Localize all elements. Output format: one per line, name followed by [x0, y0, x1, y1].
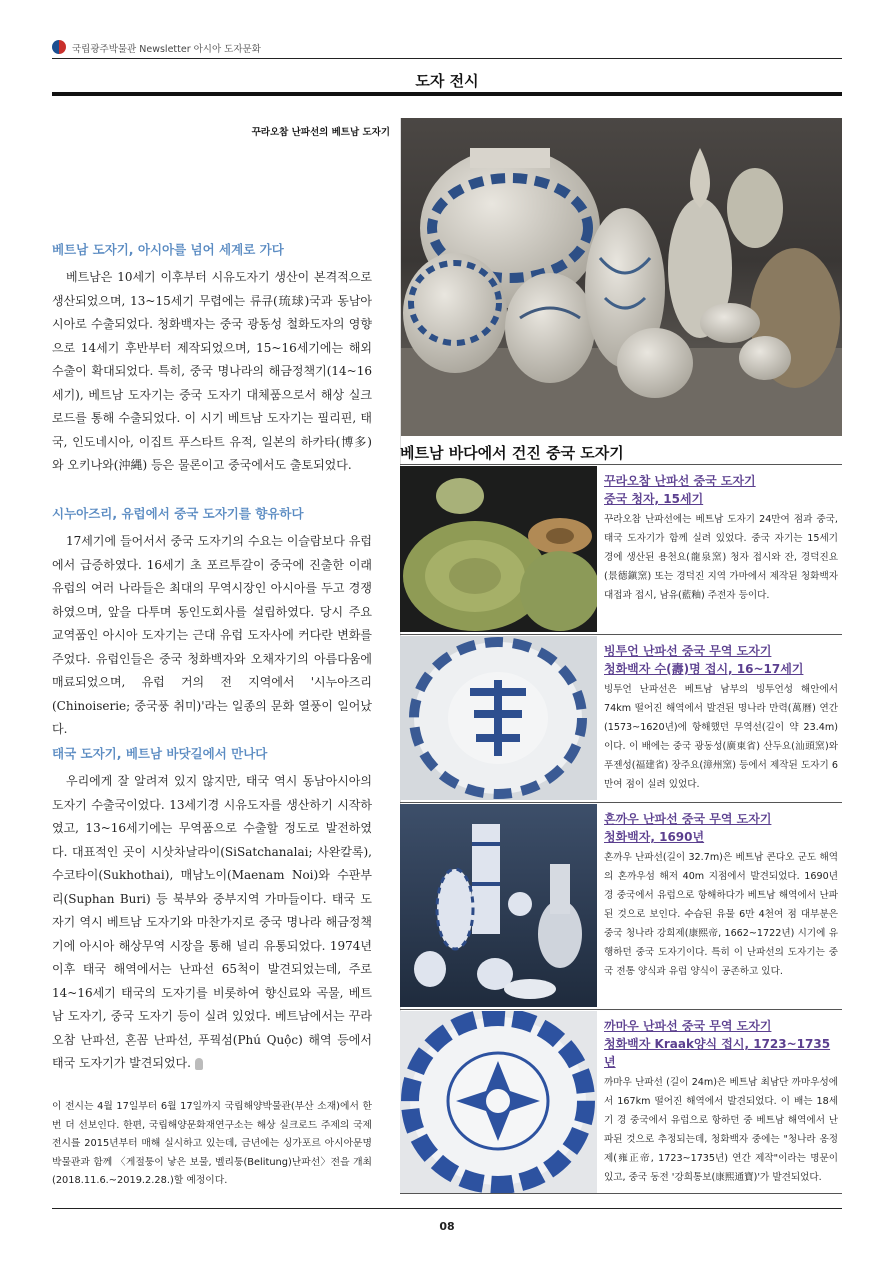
- panel-text: [604, 810, 838, 981]
- running-title: 국립광주박물관 Newsletter 아시아 도자문화: [72, 44, 261, 55]
- kraak-dish-photo: [400, 1011, 597, 1193]
- end-mark-icon: [195, 1058, 203, 1070]
- article-body: 베트남은 10세기 이후부터 시유도자기 생산이 본격적으로 생산되었으며, 13~15세기 무렵에는 류큐(琉球)국과 동남아시아로 수출되었다. 청화백자는 중국 광동성 철화도자의 영향으로 14세기 후반부터 제작되었으며, 15~16세기에는 해외 수출이 확대되었다. 특히, 중국 명나라의 해금정책기(14~16세기), 베트남 도자기는 중국 도자기 대체품으로서 해상 실크로드를 통해 수출되었다. 이 시기 베트남 도자기는 필리핀, 태국, 인도네시아, 이집트 푸스타트 유적, 일본의 하카타(博多)와 오키나와(沖縄) 등은 물론이고 중국에서도 출토되었다.: [52, 270, 372, 472]
- article-heading: 시누아즈리, 유럽에서 중국 도자기를 향유하다: [52, 506, 304, 521]
- panel-title-line2: 중국 청자, 15세기: [604, 492, 704, 506]
- panel-rule: [400, 634, 842, 635]
- ceramics-illustration: [400, 118, 842, 436]
- article-body-text: 우리에게 잘 알려져 있지 않지만, 태국 역시 동남아시아의 도자기 수출국이었다. 13세기경 시유도자를 생산하기 시작하였고, 13~16세기에는 무역품으로 수출할 정도로 발전하였다. 대표적인 곳이 시삿차날라이(SiSatchanalai; 사완칼록), 수코타이(Sukhothai), 매남노이(Maenam Noi)와 수판부리(Suphan Buri) 등 북부와 중부지역 가마들이다. 태국 도자기 역시 베트남 도자기와 마찬가지로 중국 명나라 해금정책기에 아시아 해상무역 시장을 통해 널리 유통되었다. 1974년 이후 태국 해역에서는 난파선 65척이 발견되었는데, 주로 14~16세기 태국의 도자기를 비롯하여 향신료와 곡물, 베트남 도자기, 중국 도자기 등이 실려 있었다. 베트남에서는 꾸라오참 난파선, 혼꼼 난파선, 푸꿕섬(Phú Quộc) 해역 등에서 태국 도자기가 발견되었다.: [52, 774, 372, 1070]
- panel-binh-thuan: [400, 636, 842, 800]
- panel-text: [604, 472, 838, 605]
- article-thailand: [52, 744, 372, 1076]
- panel-rule: [400, 802, 842, 803]
- panel-rule: [400, 1193, 842, 1194]
- footer-rule: [52, 1208, 842, 1209]
- panel-cu-lao-cham: [400, 466, 842, 632]
- panel-title-line2: 청화백자 수(壽)명 접시, 16~17세기: [604, 662, 804, 676]
- panel-hon-cau: [400, 804, 842, 1007]
- panel-body: 혼까우 난파선(길이 32.7m)은 베트남 콘다오 군도 해역의 혼까우섬 해저 40m 지점에서 발견되었다. 1690년 경 중국에서 유럽으로 항해하다가 베트남 해역에서 난파된 것으로 보인다. 수습된 유물 6만 4천여 점 대부분은 중국 청나라 강희제(康熙帝, 1662~1722년) 시기에 유행하던 중국 도자기이다. 특히 이 난파선의 도자기는 중국 전통 양식과 유럽 양식이 공존하고 있다.: [604, 852, 838, 977]
- ceramics-group-photo: [400, 118, 842, 436]
- article-body: [52, 770, 372, 1076]
- running-header: [52, 38, 842, 58]
- shou-dish-photo: [400, 636, 597, 800]
- panel-title-line1: 혼까우 난파선 중국 무역 도자기: [604, 812, 772, 826]
- panel-text: [604, 642, 838, 794]
- article-heading: 태국 도자기, 베트남 바닷길에서 만나다: [52, 746, 268, 761]
- shou-dish-illustration: [400, 636, 597, 800]
- article-vietnam: [52, 240, 372, 478]
- panel-text: [604, 1017, 838, 1187]
- panel-title-line2: 청화백자, 1690년: [604, 830, 705, 844]
- panel-rule: [400, 1009, 842, 1010]
- photo-caption: 꾸라오참 난파선의 베트남 도자기: [251, 127, 390, 138]
- panel-title-line1: 꾸라오참 난파선 중국 도자기: [604, 474, 756, 488]
- celadon-dishes-photo: [400, 466, 597, 632]
- panel-title-line1: 빙투언 난파선 중국 무역 도자기: [604, 644, 772, 658]
- panel-ca-mau: [400, 1011, 842, 1193]
- section-title: 도자 전시: [415, 72, 479, 90]
- museum-logo-icon: [52, 40, 66, 54]
- panel-title-line2: 청화백자 Kraak양식 접시, 1723~1735년: [604, 1037, 831, 1069]
- article-heading: 베트남 도자기, 아시아를 넘어 세계로 가다: [52, 242, 284, 257]
- panel-title-line1: 까마우 난파선 중국 무역 도자기: [604, 1019, 772, 1033]
- page-number: 08: [439, 1220, 455, 1233]
- section-title-rule: [52, 92, 842, 96]
- header-rule: [52, 58, 842, 59]
- panel-rule: [400, 464, 842, 465]
- article-chinoiserie: [52, 504, 372, 742]
- panel-body: 빙투언 난파선은 베트남 남부의 빙투언성 해안에서 74km 떨어진 해역에서 발견된 명나라 만력(萬曆) 연간(1573~1620년)에 항해했던 무역선(길이 약 23.4m)이다. 이 배에는 중국 광동성(廣東省) 산두요(汕頭窯)와 푸젠성(福建省) 장주요(漳州窯) 등에서 제작된 도자기 6만여 점이 실려 있었다.: [604, 684, 838, 790]
- kraak-dish-illustration: [400, 1011, 597, 1193]
- exhibition-note: 이 전시는 4월 17일부터 6월 17일까지 국립해양박물관(부산 소재)에서 한 번 더 선보인다. 한편, 국립해양문화재연구소는 해상 실크로드 주제의 국제전시를 2015년부터 매해 실시하고 있는데, 금년에는 싱가포르 아시아문명박물관과 함께 〈게절퉁이 낳은 보물, 벨리퉁(Belitung)난파선〉전을 개최(2018.11.6.~2019.2.28.)할 예정이다.: [52, 1101, 372, 1186]
- hon-cau-ceramics-photo: [400, 804, 597, 1007]
- panel-body: 꾸라오참 난파선에는 베트남 도자기 24만여 점과 중국, 태국 도자기가 함께 실려 있었다. 중국 자기는 15세기 경에 생산된 용천요(龍泉窯) 청자 접시와 잔, 경덕진요(景德鎭窯) 또는 경덕진 지역 가마에서 제작된 청화백자 대접과 접시, 남유(藍釉) 주전자 등이다.: [604, 514, 838, 601]
- shipwreck-section-title: 베트남 바다에서 건진 중국 도자기: [400, 444, 624, 462]
- hon-cau-ceramics-illustration: [400, 804, 597, 1007]
- panel-body: 까마우 난파선 (길이 24m)은 베트남 최남단 까마우성에서 167km 떨어진 해역에서 발견되었다. 이 배는 18세기 경 중국에서 유럽으로 항하던 중 베트남 해역에서 난파된 것으로 추정되는데, 청화백자 중에는 "청나라 옹정제(雍正帝, 1723~1735년) 연간 제작"이라는 명문이 있고, 중국 동전 '강희통보(康熙通寶)'가 발견되었다.: [604, 1077, 838, 1183]
- celadon-dishes-illustration: [400, 466, 597, 632]
- article-body: 17세기에 들어서서 중국 도자기의 수요는 이슬람보다 유럽에서 급증하였다. 16세기 초 포르투갈이 중국에 진출한 이래 유럽의 여러 나라들은 최대의 무역시장인 아시아를 두고 경쟁하였으며, 앞을 다투며 동인도회사를 설립하였다. 당시 주요 교역품인 아시아 도자기는 근대 유럽 도자사에 커다란 변화를 주었다. 유럽인들은 중국 청화백자와 오채자기의 아름다움에 매료되었으며, 유럽 거의 전 지역에서 '시누아즈리(Chinoiserie; 중국풍 취미)'라는 일종의 문화 열풍이 일어났다.: [52, 534, 372, 736]
